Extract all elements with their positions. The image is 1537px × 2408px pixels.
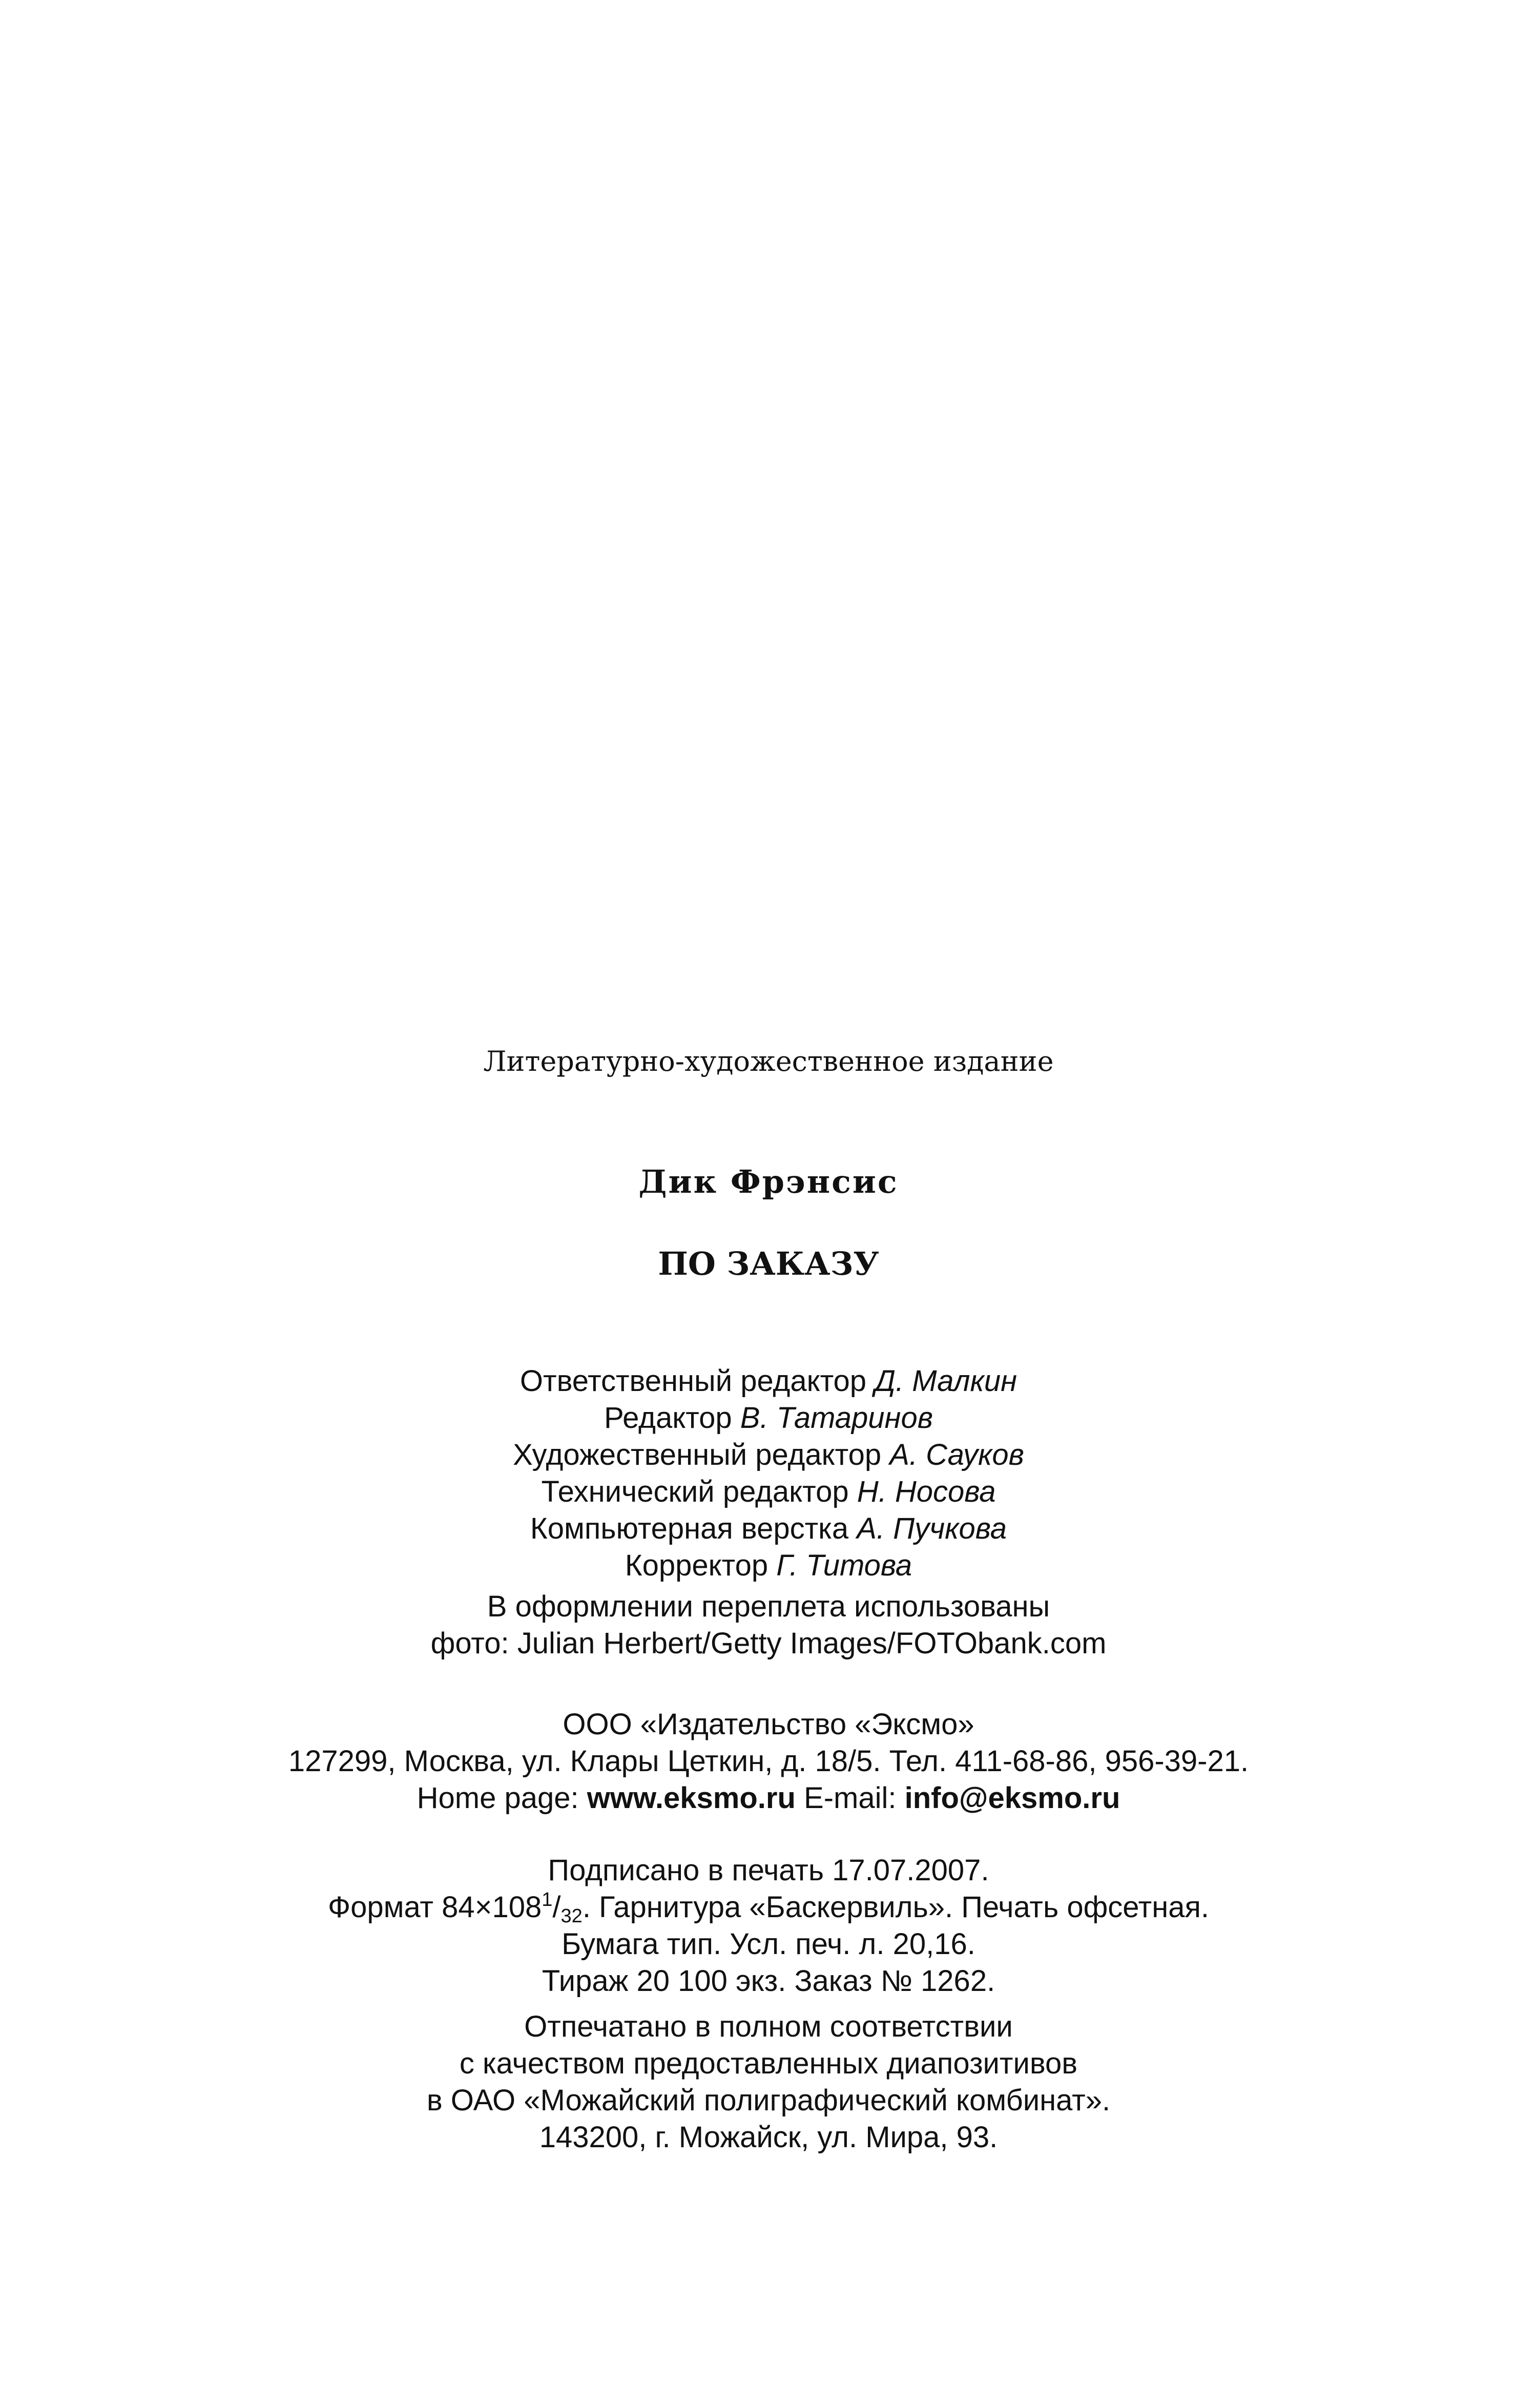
cover-photo-credit: фото: Julian Herbert/Getty Images/FOTObank.com bbox=[430, 1627, 1107, 1660]
format-line: Формат $84\times 108^1/_{32}$. Гарнитура «Баскервиль». Печать офсетная. bbox=[327, 1889, 1210, 1927]
publisher-contacts: Home page: www.eksmo.ru E-mail: info@eksmo.ru bbox=[417, 1781, 1120, 1815]
home-page-link: www.eksmo.ru bbox=[587, 1781, 796, 1815]
book-title: ПО ЗАКАЗУ bbox=[658, 1245, 879, 1282]
print-run-line: Тираж 20 100 экз. Заказ № 1262. bbox=[542, 1964, 995, 1998]
printer-line: Отпечатано в полном соответствии bbox=[524, 2010, 1013, 2043]
credit-line: Художественный редактор А. Сауков bbox=[513, 1438, 1024, 1471]
print-details-block bbox=[0, 1852, 1537, 2000]
cover-credit-line: В оформлении переплета использованы bbox=[487, 1590, 1050, 1623]
printer-address: 143200, г. Можайск, ул. Мира, 93. bbox=[539, 2121, 998, 2154]
cover-credit-block bbox=[0, 1588, 1537, 1662]
signed-date: Подписано в печать 17.07.2007. bbox=[548, 1854, 989, 1887]
credit-line: Корректор Г. Титова bbox=[625, 1549, 912, 1582]
credit-line: Ответственный редактор Д. Малкин bbox=[520, 1364, 1017, 1398]
publisher-name: ООО «Издательство «Эксмо» bbox=[563, 1708, 974, 1741]
paper-line: Бумага тип. Усл. печ. л. 20,16. bbox=[562, 1927, 975, 1961]
author-name: Дик Фрэнсис bbox=[638, 1163, 899, 1200]
printer-block bbox=[0, 2008, 1537, 2156]
credit-line: Технический редактор Н. Носова bbox=[541, 1475, 996, 1508]
printer-line: с качеством предоставленных диапозитивов bbox=[459, 2047, 1078, 2080]
genre-label: Литературно-художественное издание bbox=[483, 1045, 1054, 1077]
publisher-block bbox=[0, 1706, 1537, 1817]
printer-line: в ОАО «Можайский полиграфический комбинат». bbox=[426, 2084, 1111, 2117]
credits-block bbox=[0, 1363, 1537, 1584]
credit-line: Редактор В. Татаринов bbox=[604, 1401, 933, 1435]
publisher-address: 127299, Москва, ул. Клары Цеткин, д. 18/5. Тел. 411-68-86, 956-39-21. bbox=[288, 1745, 1249, 1778]
credit-line: Компьютерная верстка А. Пучкова bbox=[530, 1512, 1007, 1545]
email-link: info@eksmo.ru bbox=[904, 1781, 1120, 1815]
